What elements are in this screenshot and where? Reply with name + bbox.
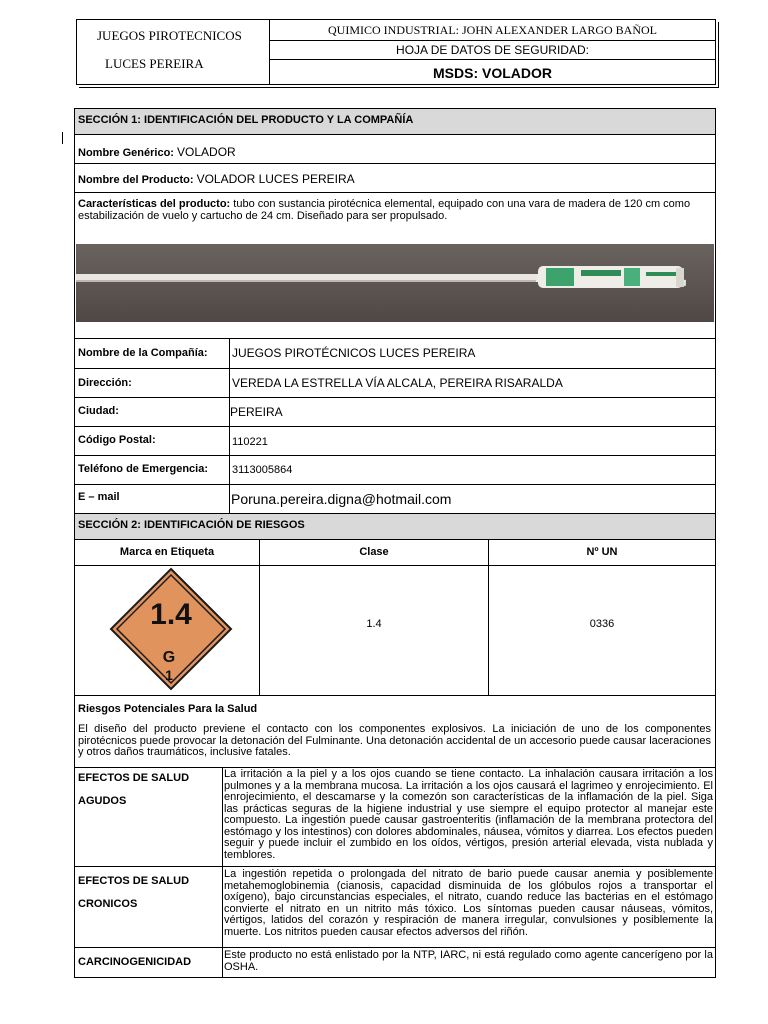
generic-name-label: Nombre Genérico:: [78, 147, 174, 159]
product-photo: [76, 244, 714, 322]
title-block: [270, 20, 715, 84]
un-value: 0336: [589, 618, 615, 630]
col-class: Clase: [359, 546, 389, 558]
acute-label: [78, 768, 218, 866]
acute-text: La irritación a la piel y a los ojos cuando se tiene contacto. La inhalación causara irritación a los pulmones y a la membrana mucosa. La irritación a los ojos causará el lagrimeo y enrojecimiento. El enrojecimiento, el descamarse y la comezón son características de la inflamación de la piel. Siga las prácticas seguras de la higiene industrial y use siempre el equipo protector al manejar este compuesto. La ingestión puede causar gastroenteritis (inflamación de la membrana protectora del estómago y los intestinos) con dolores abdominales, náusea, vómitos y diarrea. Los efectos pueden seguir y puede incluir el zumbido en los oídos, vértigos, presión arterial elevada, vista nublada y temblores.: [224, 768, 713, 861]
chronic-text: La ingestión repetida o prolongada del nitrato de bario puede causar anemia y posiblemente metahemoglobinemia (cianosis, capacidad disminuida de los glóbulos rojos a transportar el oxígeno), bajo circunstancias especiales, el nitrato, cuando reduce las bacterias en el estómago convierte el nitrato en un nitrito más tóxico. Los síntomas pueden causar náuseas, vómitos, vértigos, latidos del corazón y respiración de manera irregular, convulsiones y posiblemente la muerte. Los nitritos pueden causar efectos adversos del riñón.: [224, 868, 713, 938]
section-1-title: [75, 109, 715, 134]
phone-value: 3113005864: [232, 464, 293, 476]
phone-row: [75, 455, 715, 484]
section-1-title-text: SECCIÓN 1: IDENTIFICACIÓN DEL PRODUCTO Y LA COMPAÑÍA: [78, 114, 414, 126]
section-2-title-text: SECCIÓN 2: IDENTIFICACIÓN DE RIESGOS: [78, 519, 305, 531]
company-city: LUCES PEREIRA: [105, 56, 204, 71]
risk-data-row: [75, 565, 715, 695]
product-name-label: Nombre del Producto:: [78, 174, 194, 186]
characteristics-value: tubo con sustancia pirotécnica elemental, equipado con una vara de madera de 120 cm como estabilización de vuelo y cartucho de 24 cm. Diseñado para ser propulsado.: [78, 198, 691, 222]
hazard-label-cell: [75, 566, 259, 695]
address-label: Dirección:: [78, 377, 132, 389]
email-label: E – mail: [78, 491, 120, 503]
msds-title: MSDS: VOLADOR: [433, 65, 552, 81]
chronic-label-2: CRONICOS: [78, 898, 138, 910]
col-un: Nº UN: [586, 546, 618, 558]
city-label: Ciudad:: [78, 405, 119, 417]
chronic-label: [78, 867, 218, 947]
product-name-value: VOLADOR LUCES PEREIRA: [196, 172, 355, 186]
risks-text: El diseño del producto previene el contacto con los componentes explosivos. La iniciación de uno de los componentes pirotécnicos puede provocar la detonación del Fulminante. Una detonación accidental de un accesorio puede causar laceraciones y otros daños traumáticos, inclusive fatales.: [78, 723, 711, 758]
label-g: G: [162, 649, 176, 666]
email-value: Poruna.pereira.digna@hotmail.com: [231, 491, 452, 507]
characteristics-label: Características del producto:: [78, 198, 231, 210]
carcinogenicity-text: Este producto no está enlistado por la NTP, IARC, ni está regulado como agente cancerígeno por la OSHA.: [224, 949, 713, 973]
product-name-row: [75, 163, 715, 192]
chronic-row: [75, 866, 715, 947]
risk-header-row: [75, 539, 715, 565]
address-value: VEREDA LA ESTRELLA VÍA ALCALA, PEREIRA RISARALDA: [232, 376, 563, 390]
city-row: [75, 397, 715, 426]
email-row: [75, 484, 715, 513]
acute-label-2: AGUDOS: [78, 795, 127, 807]
msds-table: [74, 108, 716, 978]
explosive-diamond-icon: [75, 566, 259, 696]
label-big: 1.4: [150, 598, 192, 631]
carcinogenicity-label: CARCINOGENICIDAD: [78, 956, 192, 968]
company-value: JUEGOS PIROTÉCNICOS LUCES PEREIRA: [232, 346, 476, 360]
chemist-name: QUIMICO INDUSTRIAL: JOHN ALEXANDER LARGO BAÑOL: [270, 20, 715, 41]
text-cursor: [62, 132, 63, 144]
generic-name-row: [75, 134, 715, 163]
characteristics-row: [75, 192, 715, 239]
company-block: [77, 20, 270, 84]
address-row: [75, 368, 715, 397]
postal-label: Código Postal:: [78, 434, 156, 446]
rocket-image: [76, 244, 714, 322]
document-header: [76, 19, 716, 85]
risks-row: [75, 695, 715, 767]
acute-row: [75, 767, 715, 866]
postal-value: 110221: [232, 436, 268, 448]
carcinogenicity-row: [75, 947, 715, 977]
company-row: [75, 338, 715, 368]
label-one: 1: [165, 667, 173, 683]
class-value: 1.4: [366, 618, 382, 630]
risks-title: Riesgos Potenciales Para la Salud: [78, 703, 258, 715]
phone-label: Teléfono de Emergencia:: [78, 463, 208, 475]
acute-label-1: EFECTOS DE SALUD: [78, 772, 190, 784]
company-name: JUEGOS PIROTECNICOS: [97, 28, 242, 43]
postal-row: [75, 426, 715, 455]
city-value: PEREIRA: [230, 405, 283, 419]
col-mark: Marca en Etiqueta: [119, 546, 215, 558]
sheet-title: HOJA DE DATOS DE SEGURIDAD:: [270, 41, 715, 60]
generic-name-value: VOLADOR: [177, 145, 236, 159]
section-2-title: [75, 513, 715, 539]
company-label: Nombre de la Compañía:: [78, 347, 208, 359]
chronic-label-1: EFECTOS DE SALUD: [78, 875, 190, 887]
